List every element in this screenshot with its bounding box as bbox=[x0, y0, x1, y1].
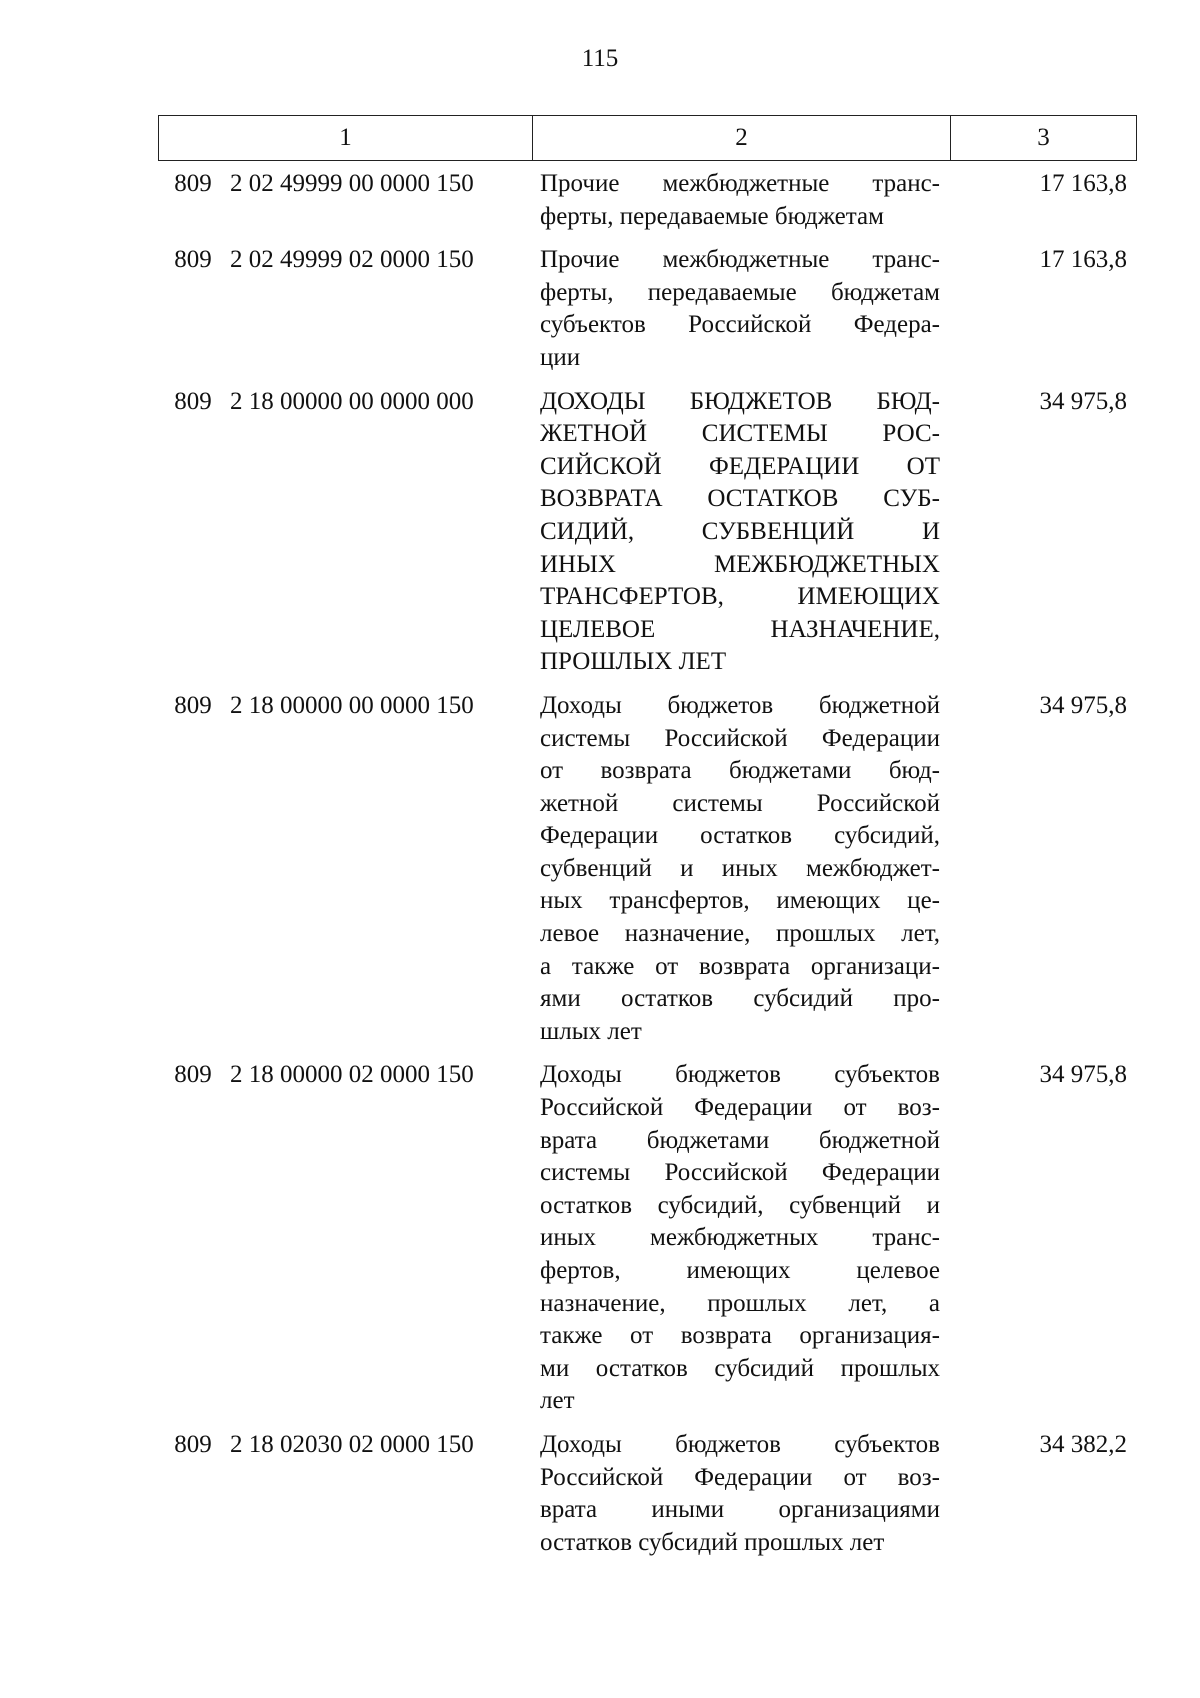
income-name-line: Доходы бюджетов субъектов bbox=[540, 1430, 940, 1458]
admin-code-cell: 809 bbox=[174, 691, 212, 719]
amount-cell: 17 163,8 bbox=[1039, 170, 1127, 197]
classification-code-cell: 2 02 49999 02 0000 150 bbox=[230, 246, 474, 274]
income-name-line: Доходы бюджетов бюджетной bbox=[540, 691, 940, 719]
income-name-line: шлых лет bbox=[540, 1017, 642, 1045]
table-row bbox=[158, 168, 1137, 233]
income-name-line: ВОЗВРАТА ОСТАТКОВ СУБ- bbox=[540, 485, 940, 513]
income-name-line: ных трансфертов, имеющих це- bbox=[540, 887, 940, 915]
income-name-line: ферты, передаваемые бюджетам bbox=[540, 202, 884, 230]
income-name-line: СИЙСКОЙ ФЕДЕРАЦИИ ОТ bbox=[540, 452, 940, 480]
income-name-line: жетной системы Российской bbox=[540, 789, 940, 817]
income-name-line: субъектов Российской Федера- bbox=[540, 311, 940, 339]
income-name-line: иных межбюджетных транс- bbox=[540, 1224, 940, 1252]
income-name-line: Российской Федерации от воз- bbox=[540, 1094, 940, 1122]
income-name-line: назначение, прошлых лет, а bbox=[540, 1289, 940, 1317]
income-name-line: ЖЕТНОЙ СИСТЕМЫ РОС- bbox=[540, 420, 940, 448]
table-row bbox=[158, 1059, 1137, 1418]
income-name-line: ТРАНСФЕРТОВ, ИМЕЮЩИХ bbox=[540, 583, 940, 611]
classification-code-cell: 2 18 00000 00 0000 150 bbox=[230, 691, 474, 719]
table-row bbox=[158, 386, 1137, 679]
header-col-1: 1 bbox=[159, 116, 533, 160]
income-name-line: остатков субсидий прошлых лет bbox=[540, 1528, 885, 1556]
amount-cell: 34 382,2 bbox=[1039, 1430, 1127, 1458]
income-name-line: Федерации остатков субсидий, bbox=[540, 822, 940, 850]
income-name-line: фертов, имеющих целевое bbox=[540, 1257, 940, 1284]
classification-code-cell: 2 02 49999 00 0000 150 bbox=[230, 170, 474, 197]
admin-code-cell: 809 bbox=[174, 246, 212, 274]
classification-code-cell: 2 18 00000 00 0000 000 bbox=[230, 387, 474, 415]
income-name-line: также от возврата организация- bbox=[540, 1322, 940, 1350]
income-name-cell bbox=[530, 244, 940, 374]
income-name-line: ЦЕЛЕВОЕ НАЗНАЧЕНИЕ, bbox=[540, 615, 940, 643]
admin-code-cell: 809 bbox=[174, 387, 212, 415]
header-col-3: 3 bbox=[1037, 124, 1050, 151]
amount-cell: 34 975,8 bbox=[1039, 691, 1127, 719]
income-name-line: а также от возврата организаци- bbox=[540, 952, 940, 980]
income-name-cell bbox=[530, 386, 940, 679]
income-name-line: субвенций и иных межбюджет- bbox=[540, 854, 940, 882]
income-name-line: ми остатков субсидий прошлых bbox=[540, 1354, 940, 1382]
admin-code-cell: 809 bbox=[174, 1430, 212, 1458]
table-row bbox=[158, 244, 1137, 374]
income-name-cell bbox=[530, 1429, 940, 1559]
income-name-line: лет bbox=[540, 1387, 575, 1415]
income-name-cell bbox=[530, 1059, 940, 1418]
table-body bbox=[158, 168, 1137, 1570]
amount-cell: 34 975,8 bbox=[1039, 387, 1127, 415]
income-name-cell bbox=[530, 168, 940, 233]
income-name-line: Прочие межбюджетные транс- bbox=[540, 170, 940, 197]
income-name-line: ДОХОДЫ БЮДЖЕТОВ БЮД- bbox=[540, 387, 940, 415]
income-name-line: Российской Федерации от воз- bbox=[540, 1463, 940, 1491]
income-name-line: ПРОШЛЫХ ЛЕТ bbox=[540, 648, 727, 676]
income-name-cell bbox=[530, 690, 940, 1049]
amount-cell: 17 163,8 bbox=[1039, 246, 1127, 274]
header-col-2: 2 bbox=[533, 116, 951, 160]
income-name-line: системы Российской Федерации bbox=[540, 724, 940, 752]
income-name-line: остатков субсидий, субвенций и bbox=[540, 1191, 940, 1219]
income-name-line: ИНЫХ МЕЖБЮДЖЕТНЫХ bbox=[540, 550, 940, 578]
income-name-line: от возврата бюджетами бюд- bbox=[540, 757, 940, 785]
classification-code-cell: 2 18 00000 02 0000 150 bbox=[230, 1061, 474, 1089]
table-header bbox=[158, 115, 1137, 161]
income-name-line: системы Российской Федерации bbox=[540, 1159, 940, 1187]
amount-cell: 34 975,8 bbox=[1039, 1061, 1127, 1089]
income-name-line: ции bbox=[540, 343, 581, 371]
page-number: 115 bbox=[581, 45, 619, 72]
income-name-line: ферты, передаваемые бюджетам bbox=[540, 278, 940, 306]
income-name-line: врата бюджетами бюджетной bbox=[540, 1126, 940, 1154]
income-name-line: Прочие межбюджетные транс- bbox=[540, 246, 940, 274]
income-name-line: врата иными организациями bbox=[540, 1496, 940, 1524]
income-name-line: СИДИЙ, СУБВЕНЦИЙ И bbox=[540, 517, 940, 545]
income-name-line: левое назначение, прошлых лет, bbox=[540, 920, 940, 948]
income-name-line: ями остатков субсидий про- bbox=[540, 985, 940, 1013]
income-name-line: Доходы бюджетов субъектов bbox=[540, 1061, 940, 1089]
classification-code-cell: 2 18 02030 02 0000 150 bbox=[230, 1430, 474, 1458]
table-row bbox=[158, 690, 1137, 1049]
admin-code-cell: 809 bbox=[174, 170, 212, 197]
table-row bbox=[158, 1429, 1137, 1559]
admin-code-cell: 809 bbox=[174, 1061, 212, 1089]
